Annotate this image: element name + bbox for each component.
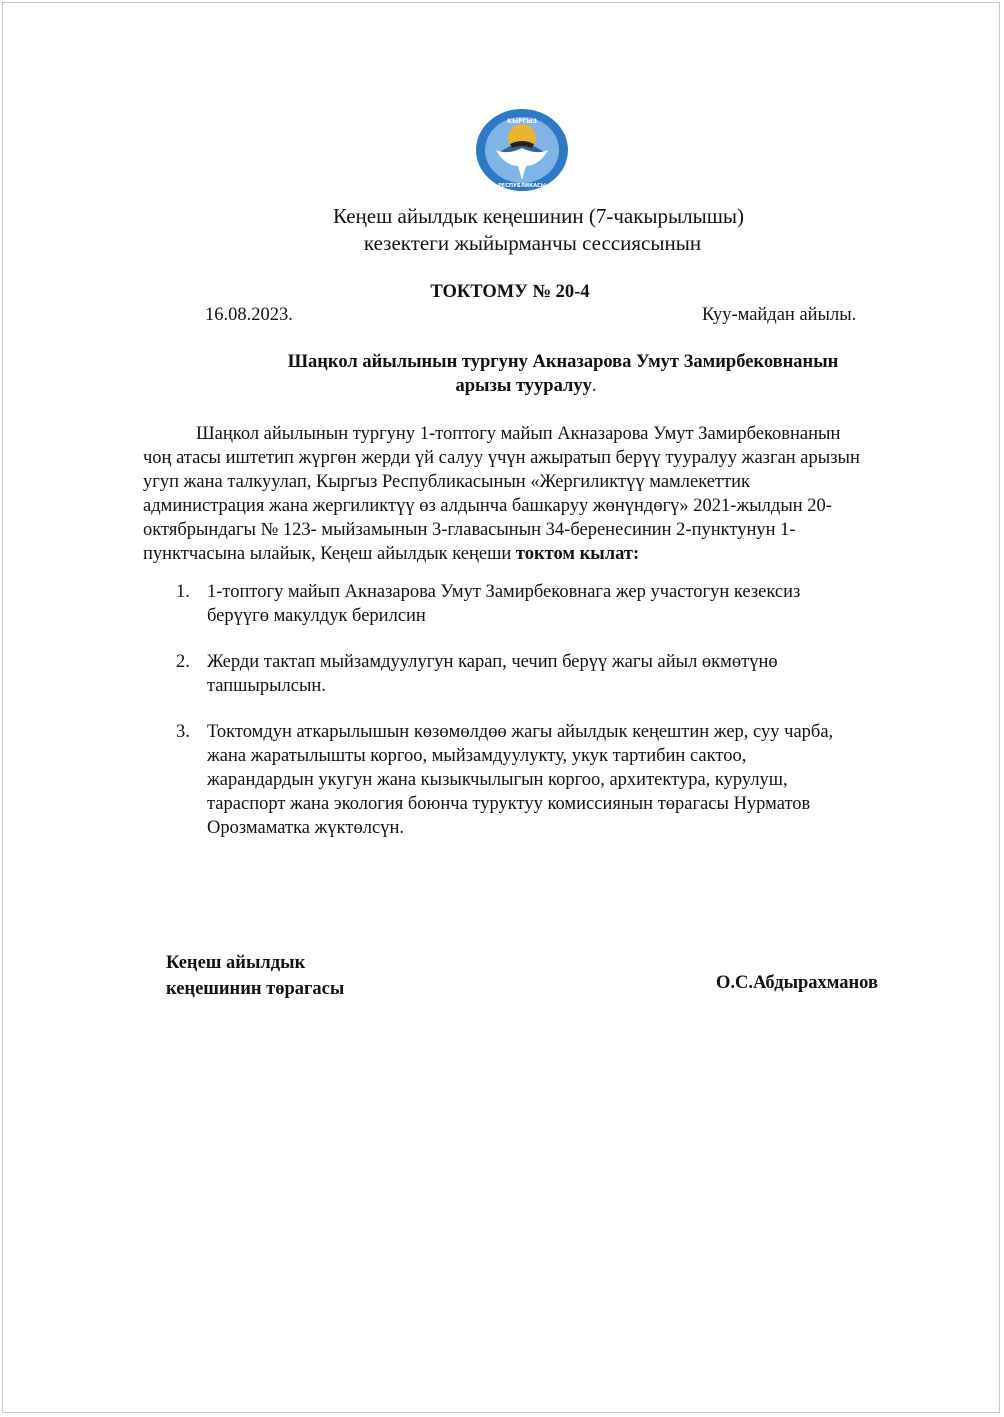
list-item-number: 2. [176,652,190,672]
body-line: Шаңкол айылынын тургуну 1-топтогу майып Акназарова Умут Замирбековнанын [196,424,841,444]
list-item-line: тапшырылсын. [207,676,326,696]
list-item-line: жана жаратылышты коргоо, мыйзамдуулукту, укук тартибин сактоо, [207,746,747,766]
signatory-name: О.С.Абдырахманов [716,973,878,993]
body-last-bold: токтом кылат: [515,544,640,564]
list-item-line: Жерди тактап мыйзамдуулугун карап, чечип берүү жагы айыл өкмөтүнө [207,652,778,672]
body-line: администрация жана жергиликтүү өз алдынча башкаруу жөнүндөгү» 2021-жылдын 20- [143,496,832,516]
signatory-title [166,950,344,1002]
council-header-line1: Кеңеш айылдык кеңешинин (7-чакырылышы) [333,204,744,228]
body-line: угуп жана талкуулап, Кыргыз Республикасынын «Жергиликтүү мамлекеттик [143,472,750,492]
body-line: октябрындагы № 123- мыйзамынын 3-главасынын 34-беренесинин 2-пунктунун 1- [143,520,796,540]
list-item-line: берүүгө макулдук берилсин [207,606,426,626]
emblem-text-bottom: РЕСПУБЛИКАСЫ [498,183,546,189]
list-item-line: жарандардын укугун жана кызыкчылыгын коргоо, архитектура, курулуш, [207,770,788,790]
kyrgyz-state-emblem-icon [474,108,570,192]
list-item-line: тараспорт жана экология боюнча туруктуу комиссиянын төрагасы Нурматов [207,794,811,814]
subject-line2-end: . [591,376,597,396]
subject-line2 [0,376,1004,397]
body-paragraph [143,422,933,566]
list-item-number: 1. [176,582,190,602]
list-item-number: 3. [176,722,190,742]
body-line-last [143,542,933,566]
list-item-line: Орозмаматка жүктөлсүн. [207,818,404,838]
list-item-line: Токтомдун аткарылышын көзөмөлдөө жагы айылдык кеңештин жер, суу чарба, [207,722,834,742]
subject-line2-bold: арызы тууралуу [455,376,592,396]
decree-date: 16.08.2023. [205,305,293,325]
body-last-text: пунктчасына ылайык, Кеңеш айылдык кеңеши [143,544,512,564]
subject-line1: Шаңкол айылынын тургуну Акназарова Умут Замирбековнанын [287,352,839,372]
decree-title: ТОКТОМУ № 20-4 [430,282,590,302]
body-line: чоң атасы иштетип жүргөн жерди үй салуу үчүн ажыратып берүү тууралуу жазган арызын [143,448,860,468]
list-item-line: 1-топтогу майып Акназарова Умут Замирбековнага жер участогун кезексиз [207,582,801,602]
emblem-text-top: КЫРГЫЗ [507,118,537,125]
signatory-title-line2: кеңешинин төрагасы [166,979,345,999]
signatory-title-line1: Кеңеш айылдык [166,953,306,973]
decree-place: Куу-майдан айылы. [702,305,857,325]
council-header-line2: кезектеги жыйырманчы сессиясынын [363,231,702,255]
